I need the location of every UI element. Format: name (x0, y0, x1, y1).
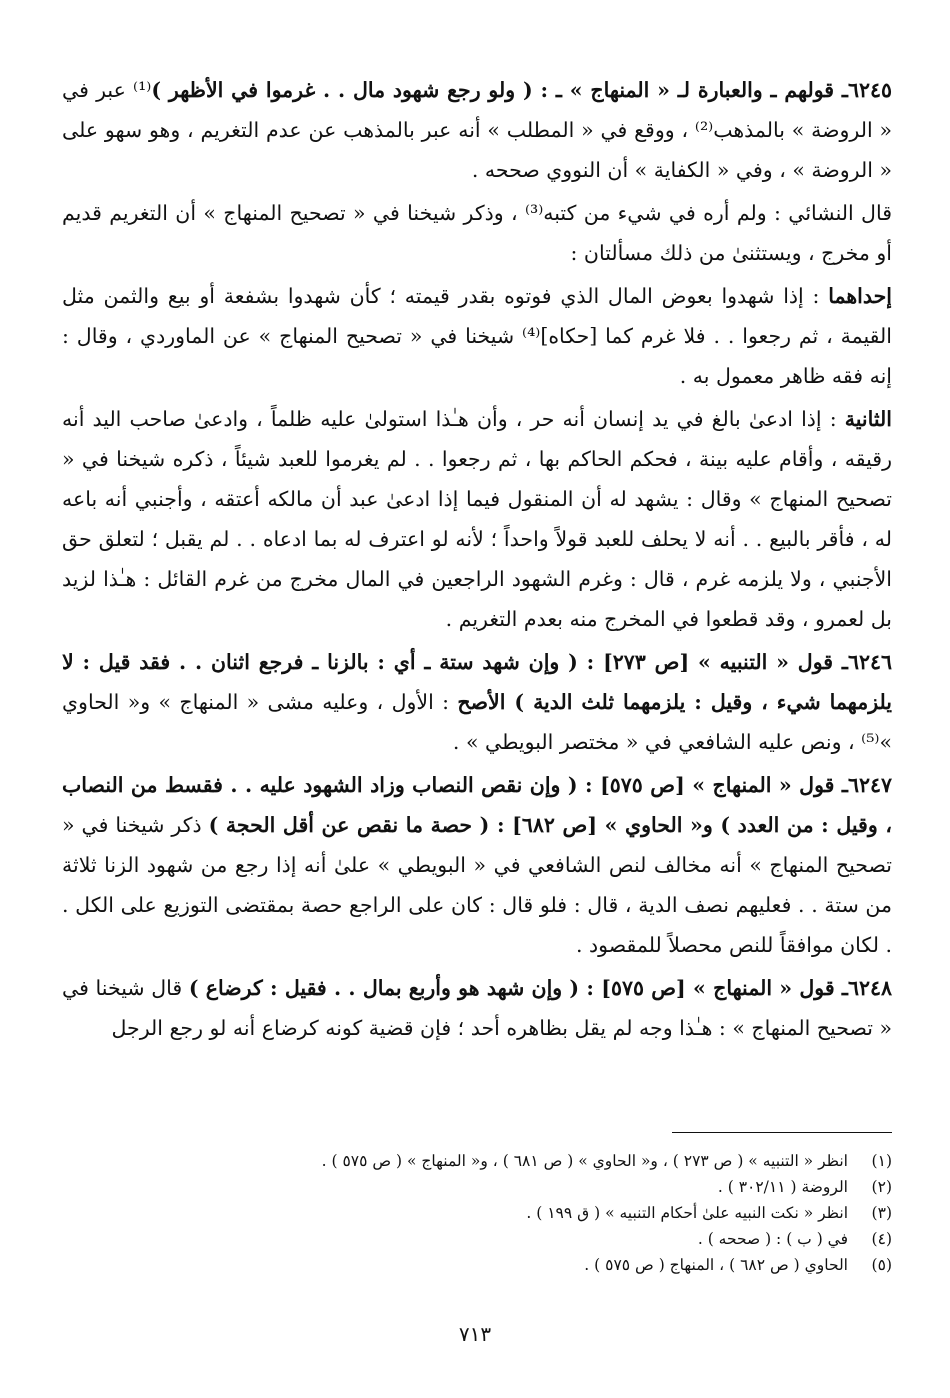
paragraph-lead: ٦٢٤٨ـ قول « المنهاج » [ص ٥٧٥] : ( وإن شهد هو وأربع بمال . . فقيل : كرضاع ) (188, 976, 892, 1000)
footnote-number: (٤) (871, 1230, 892, 1248)
footnote (62, 1200, 892, 1226)
footnote-text: الحاوي ( ص ٦٨٢ ) ، المنهاج ( ص ٥٧٥ ) . (584, 1256, 848, 1274)
paragraph-second-case (62, 399, 892, 639)
footnote-text: الروضة ( ٣٠٢/١١ ) . (717, 1178, 848, 1196)
paragraph-6248 (62, 968, 892, 1048)
footnote-text: في ( ب ) : ( صححه ) . (697, 1230, 848, 1248)
footnote (62, 1148, 892, 1174)
footnote (62, 1252, 892, 1278)
footnote-number: (٢) (871, 1178, 892, 1196)
footnote-text: انظر « التنبيه » ( ص ٢٧٣ ) ، و« الحاوي » ( ص ٦٨١ ) ، و« المنهاج » ( ص ٥٧٥ ) . (321, 1152, 848, 1170)
footnotes (62, 1148, 892, 1278)
paragraph-text: قال شيخنا في « تصحيح المنهاج » : هـٰذا وجه لم يقل بظاهره أحد ؛ فإن قضية كونه كرضاع أنه لو رجع الرجل (62, 976, 892, 1040)
paragraph-6247 (62, 765, 892, 965)
paragraph-6245 (62, 70, 892, 190)
paragraph-lead: الثانية (844, 407, 892, 431)
page-number: ٧١٣ (458, 1322, 492, 1346)
footnote-number: (١) (871, 1152, 892, 1170)
footnote-text: انظر « نكت النبيه علىٰ أحكام التنبيه » ( ق ١٩٩ ) . (526, 1204, 848, 1222)
paragraph-lead: ٦٢٤٧ـ قول « المنهاج » [ص ٥٧٥] : ( وإن نقص النصاب وزاد الشهود عليه . . فقسط من النصاب ، وقيل : من العدد ) و« الحاوي » [ص ٦٨٢] : ( حصة ما نقص عن أقل الحجة ) (62, 773, 892, 837)
paragraph-text: ⁽¹⁾ عبر في « الروضة » بالمذهب⁽²⁾ ، ووقع في « المطلب » أنه عبر بالمذهب عن عدم التغريم ، وهو سهو على « الروضة » ، وفي « الكفاية » أن النووي صححه . (62, 78, 893, 182)
paragraph-first-case (62, 276, 892, 396)
paragraph-nashai (62, 193, 892, 273)
footnote (62, 1174, 892, 1200)
footnote (62, 1226, 892, 1252)
paragraph-lead: إحداهما (828, 284, 892, 308)
paragraph-text: قال النشائي : ولم أره في شيء من كتبه⁽³⁾ ، وذكر شيخنا في « تصحيح المنهاج » أن التغريم قديم أو مخرج ، ويستثنىٰ من ذلك مسألتان : (62, 201, 892, 265)
paragraph-lead: ٦٢٤٦ـ قول « التنبيه » [ص ٢٧٣] : ( وإن شهد ستة ـ أي : بالزنا ـ فرجع اثنان . . فقد قيل : لا يلزمهما شيء ، وقيل : يلزمهما ثلث الدية ) الأصح (62, 650, 892, 714)
paragraph-lead: ٦٢٤٥ـ قولهم ـ والعبارة لـ « المنهاج » ـ : ( ولو رجع شهود مال . . غرموا في الأظهر ) (151, 78, 892, 102)
main-text (62, 70, 892, 1051)
paragraph-6246 (62, 642, 892, 762)
footnote-divider (672, 1132, 892, 1133)
paragraph-text: : إذا شهدوا بعوض المال الذي فوتوه بقدر قيمته ؛ كأن شهدوا بشفعة أو بيع والثمن مثل القيمة ، ثم رجعوا . . فلا غرم كما [حكاه]⁽⁴⁾ شيخنا في « تصحيح المنهاج » عن الماوردي ، وقال : إنه فقه ظاهر معمول به . (62, 284, 892, 388)
paragraph-text: : الأول ، وعليه مشى « المنهاج » و« الحاوي »⁽⁵⁾ ، ونص عليه الشافعي في « مختصر البويطي » . (62, 690, 892, 754)
footnote-number: (٥) (871, 1256, 892, 1274)
paragraph-text: ذكر شيخنا في « تصحيح المنهاج » أنه مخالف لنص الشافعي في « البويطي » علىٰ أنه إذا رجع من شهود الزنا ثلاثة من ستة . . فعليهم نصف الدية ، قال : فلو قال : كان على الراجع حصة بمقتضى التوزيع على الكل . . لكان موافقاً للنص محصلاً للمقصود . (62, 813, 892, 957)
footnote-number: (٣) (871, 1204, 892, 1222)
paragraph-text: : إذا ادعىٰ بالغ في يد إنسان أنه حر ، وأن هـٰذا استولىٰ عليه ظلماً ، وادعىٰ صاحب اليد أنه رقيقه ، وأقام عليه بينة ، فحكم الحاكم بها ، ثم رجعوا . . لم يغرموا للعبد شيئاً ، ذكره شيخنا في « تصحيح المنهاج » وقال : يشهد له أن المنقول فيما إذا ادعىٰ عبد أن مالكه أعتقه ، وأجنبي أنه باعه له ، فأقر بالبيع . . أنه لا يحلف للعبد قولاً واحداً ؛ لأنه لو اعترف له بما ادعاه . . لم يقبل ؛ لتعلق حق الأجنبي ، ولا يلزمه غرم ، قال : وغرم الشهود الراجعين في المال مخرج من غرم القائل : هـٰذا لزيد بل لعمرو ، وقد قطعوا في المخرج منه بعدم التغريم . (62, 407, 892, 631)
